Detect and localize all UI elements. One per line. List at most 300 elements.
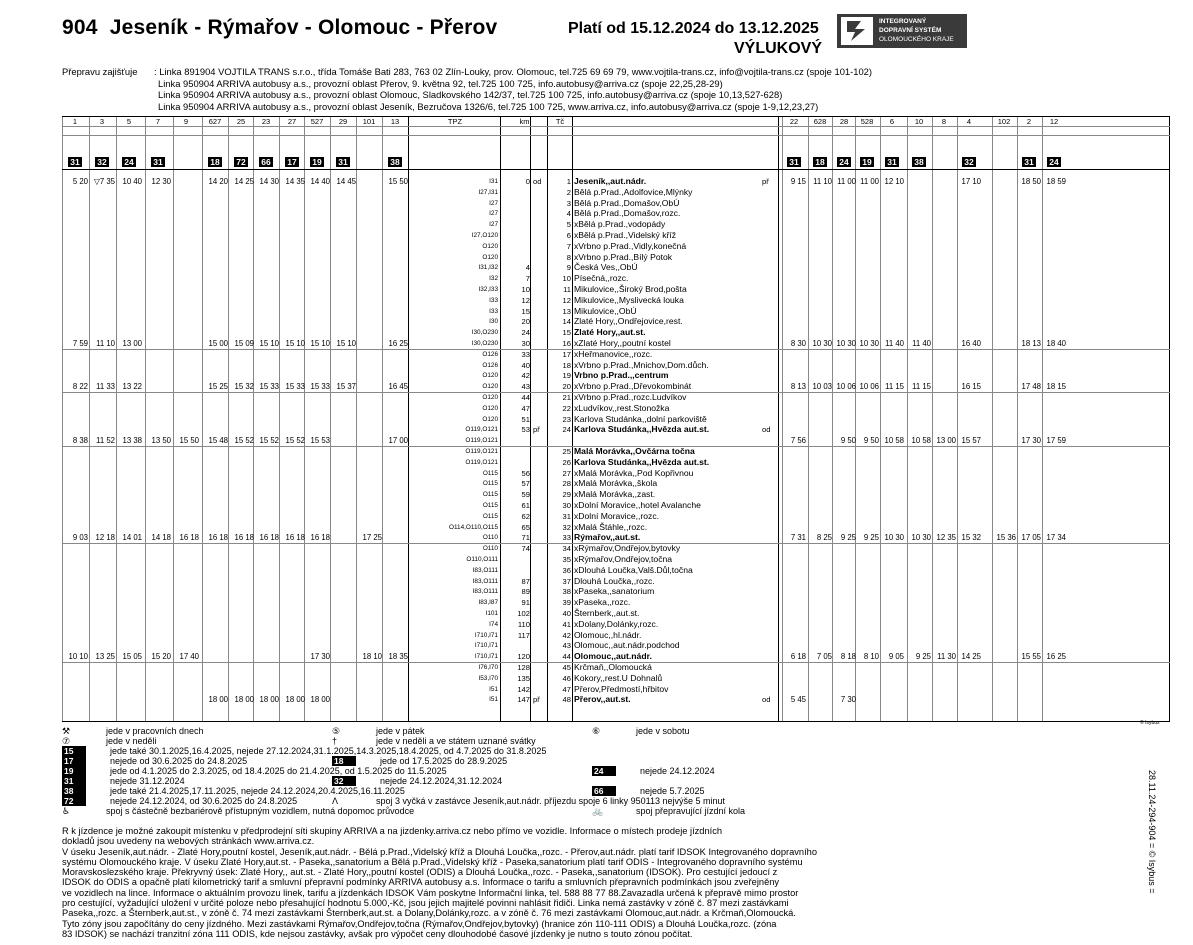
departure-time-left: 16 18 <box>259 533 279 543</box>
note-line: R k jízdence je možné zakoupit místenku v předprodejní síti skupiny ARRIVA a na jizdenky.arriva.cz nebo přímo ve vozidle. Informace o místech prodeje jízdních <box>62 826 723 836</box>
departure-time-right: 9 25 <box>915 652 931 662</box>
trip-badge-left <box>330 157 356 167</box>
departure-time-left: 14 25 <box>234 177 254 186</box>
stop-tariff-point: 7 <box>566 241 571 251</box>
departure-time-right: 11 00 <box>837 177 856 186</box>
route-name: Jeseník - Rýmařov - Olomouc - Přerov <box>109 16 498 39</box>
stop-tariff-point: 25 <box>562 447 571 456</box>
stop-zones: I101 <box>485 610 498 617</box>
trip-badge-right <box>832 157 856 167</box>
column-divider <box>880 117 881 721</box>
departure-time-right: 11 15 <box>912 382 931 392</box>
stop-zones: O120 <box>482 242 498 250</box>
legend-symbol: 24 <box>592 766 616 776</box>
header-divider <box>62 126 1170 127</box>
stop-name: xDolní Moravice,,hotel Avalanche <box>574 500 701 510</box>
stop-name: Krčmaň,,Olomoucká <box>574 662 652 672</box>
column-divider <box>382 117 383 721</box>
stop-zones: O115 <box>482 502 498 509</box>
column-divider <box>408 117 409 721</box>
legend-symbol: 38 <box>62 786 86 796</box>
departure-time-right: 10 58 <box>884 436 904 446</box>
stop-zones: I27 <box>489 210 498 218</box>
departure-time-left: 8 22 <box>72 382 88 392</box>
stop-zones: I27 <box>489 199 498 207</box>
legend-item <box>62 756 247 767</box>
departure-time-right: 10 30 <box>836 339 856 348</box>
stop-km: 43 <box>521 382 530 392</box>
legend-text: jede v sobotu <box>636 726 690 736</box>
trip-badge-left <box>202 157 228 167</box>
stop-name: Zlaté Hory,,aut.st. <box>574 327 646 338</box>
copyright: © Isybus <box>1140 720 1160 726</box>
stop-zones: O115 <box>482 491 498 499</box>
departure-time-right: 18 50 <box>1021 177 1041 186</box>
legend-item <box>332 726 425 737</box>
departure-time-right: 18 13 <box>1021 339 1041 348</box>
trip-badge-left <box>116 157 142 167</box>
stop-km: 128 <box>517 663 530 672</box>
departure-time-left: 18 00 <box>285 695 305 705</box>
stop-zones: O119,O121 <box>465 437 498 445</box>
departure-time-left: 15 33 <box>310 382 330 392</box>
trip-number-right: 6 <box>889 117 895 126</box>
column-divider <box>932 117 933 721</box>
legend-symbol: † <box>332 736 338 746</box>
column-divider <box>89 117 90 721</box>
departure-time-right: 16 25 <box>1046 652 1066 662</box>
stop-zones: O119,O121 <box>465 448 498 455</box>
operator-line: Linka 950904 ARRIVA autobusy a.s., provozní oblast Olomouc, Sladkovského 142/37, tel.725 100 725, info.autobusy@arriva.cz (spoje 10,13,527-628) <box>158 89 783 100</box>
stop-km: 135 <box>517 673 530 683</box>
stop-zones: I30 <box>489 318 498 326</box>
legend-symbol: Λ <box>332 796 339 806</box>
legend-symbol: ⚒ <box>62 726 71 736</box>
trip-badge-left <box>253 157 279 167</box>
departure-time-left: 15 52 <box>234 436 254 446</box>
trip-number-right: 628 <box>813 117 827 126</box>
stop-tariff-point: 31 <box>562 511 571 521</box>
stop-name: xHeřmanovice,,rozc. <box>574 348 653 359</box>
validity-period: Platí od 15.12.2024 do 13.12.2025 <box>568 20 819 37</box>
stop-tariff-point: 30 <box>562 501 571 510</box>
departure-time-right: 9 05 <box>888 652 904 662</box>
restriction-badge: 17 <box>287 157 297 167</box>
legend-text: nejede 5.7.2025 <box>640 786 705 796</box>
departure-time-left: 18 00 <box>259 695 279 705</box>
departure-time-left: 5 20 <box>72 177 88 186</box>
stop-km: 20 <box>521 317 530 327</box>
trip-number-left: 1 <box>72 117 78 126</box>
column-divider <box>62 117 63 721</box>
departure-time-left: 13 00 <box>122 339 142 348</box>
legend-item <box>332 756 507 767</box>
stop-name: Olomouc,,hl.nádr. <box>574 629 642 640</box>
legend-text: jede v neděli <box>106 736 157 746</box>
departure-time-right: 16 15 <box>961 382 981 392</box>
legend-symbol: ⑦ <box>62 736 71 746</box>
legend-item <box>592 766 715 777</box>
stop-name: xVrbno p.Prad.,Mnichov,Dom.důch. <box>574 359 709 370</box>
stop-tariff-point: 27 <box>562 468 571 478</box>
stop-name: xBělá p.Prad.,Videlský kříž <box>574 230 677 240</box>
stop-name: xMalá Morávka,,zast. <box>574 489 656 500</box>
departure-time-right: 12 10 <box>884 177 904 186</box>
stop-km: 71 <box>521 533 530 543</box>
departure-time-right: 18 15 <box>1046 382 1066 392</box>
stop-name: Šternberk,,aut.st. <box>574 608 640 618</box>
trip-number-left: 25 <box>236 117 246 126</box>
trip-number-left: 29 <box>338 117 348 126</box>
stop-zones: O120 <box>482 404 498 412</box>
column-divider <box>500 117 501 721</box>
stop-zones: I30,O230 <box>471 329 498 337</box>
stop-name: Česká Ves,,ObÚ <box>574 262 638 273</box>
restriction-badge: 31 <box>789 157 799 167</box>
stop-tariff-point: 14 <box>562 317 571 327</box>
departure-time-right: 11 30 <box>937 652 956 662</box>
column-divider <box>855 117 856 721</box>
stop-zones: I27 <box>489 221 498 229</box>
stop-zones: I33 <box>489 307 498 315</box>
operators-lines <box>154 66 872 112</box>
departure-time-left: 15 10 <box>285 339 305 348</box>
column-divider <box>116 117 117 721</box>
legend-text: jede v pátek <box>376 726 425 736</box>
trip-number-left: 23 <box>261 117 271 126</box>
stop-name: xVrbno p.Prad.,Vidly,konečná <box>574 240 687 251</box>
departure-time-left: 9 03 <box>72 533 88 543</box>
stop-tariff-point: 13 <box>562 306 571 316</box>
departure-time-right: 7 05 <box>816 652 832 662</box>
stop-tariff-point: 11 <box>563 285 571 294</box>
stop-zones: O126 <box>482 350 498 358</box>
stop-tariff-point: 18 <box>562 360 571 370</box>
departure-time-left: 17 00 <box>388 436 408 446</box>
stop-km: 44 <box>521 393 530 402</box>
stop-km: 30 <box>521 339 530 348</box>
stop-km: 15 <box>521 306 530 316</box>
stop-zones: I710,I71 <box>474 653 498 661</box>
notes <box>62 826 932 939</box>
legend-item <box>62 796 297 807</box>
departure-time-right: 5 45 <box>790 695 806 705</box>
ids-logo-mark-icon <box>841 17 873 45</box>
legend-item <box>62 726 204 737</box>
trip-badge-left <box>304 157 330 167</box>
stop-tariff-point: 26 <box>562 457 571 467</box>
note-line: ve vozidlech na lince. Informace o aktuálním provozu linek, tarifu a jízdenkách IDSOK Vám poskytne Informační linka, tel. 588 88 77 88.Zavazadla určená k přepravě mimo prostor <box>62 887 799 898</box>
legend-item <box>592 806 745 817</box>
restriction-badge: 18 <box>210 157 220 167</box>
departure-time-right: 10 03 <box>812 382 832 392</box>
stop-km: 147 <box>517 695 530 705</box>
section-divider <box>62 446 1170 447</box>
departure-time-left: 11 33 <box>96 382 115 392</box>
trip-badge-left <box>62 157 88 167</box>
departure-time-right: 10 30 <box>911 533 931 543</box>
stop-tariff-point: 42 <box>562 630 571 640</box>
stop-name: Přerov,Předmostí,hřbitov <box>574 683 669 694</box>
departure-time-left: 15 33 <box>259 382 279 392</box>
departure-time-left: ▽7 35 <box>93 177 115 186</box>
column-divider <box>547 117 548 721</box>
legend-text: jede v neděli a ve státem uznané svátky <box>376 736 536 746</box>
section-divider <box>62 543 1170 544</box>
trip-badge-right <box>1042 157 1066 167</box>
restriction-badge: 38 <box>390 157 400 167</box>
note-line: V úseku Jeseník,aut.nádr. - Zlaté Hory,poutní kostel, Jeseník,aut.nádr. - Bělá p.Prad.,Videlský kříž a Dlouhá Loučka,,rozc. - Přerov,aut.nádr. platí tarif IDSOK Integrovaného dopravního <box>62 846 817 857</box>
stop-zones: I83,O111 <box>472 588 498 596</box>
restriction-badge: 31 <box>887 157 897 167</box>
stop-name: xDolany,Dolánky,rozc. <box>574 618 659 629</box>
departure-time-left: 11 10 <box>96 339 115 348</box>
trip-number-left: 27 <box>287 117 297 126</box>
departure-time-left: 7 59 <box>72 339 88 348</box>
departure-time-left: 13 50 <box>151 436 171 446</box>
stop-km: 42 <box>521 371 530 381</box>
departure-time-right: 16 40 <box>961 339 981 348</box>
restriction-badge: 31 <box>1024 157 1034 167</box>
legend-item <box>62 786 405 797</box>
departure-time-right: 10 06 <box>859 382 879 392</box>
restriction-badge: 32 <box>964 157 974 167</box>
departure-time-left: 16 18 <box>179 533 199 543</box>
stop-km: 56 <box>521 468 530 478</box>
stop-zones: O126 <box>482 361 498 369</box>
departure-time-left: 13 25 <box>95 652 115 662</box>
stop-km: 0 <box>525 177 530 186</box>
restriction-badge: 24 <box>1049 157 1059 167</box>
stop-zones: O115 <box>482 512 498 520</box>
legend-symbol: ⑤ <box>332 726 341 736</box>
stop-km: 57 <box>521 479 530 489</box>
restriction-badge: 19 <box>862 157 872 167</box>
legend-text: nejede 24.12.2024,31.12.2024 <box>380 776 503 786</box>
departure-time-left: 14 30 <box>259 177 279 186</box>
departure-time-left: 14 01 <box>122 533 142 543</box>
departure-time-left: 11 52 <box>96 436 115 446</box>
departure-time-left: 16 25 <box>388 339 408 348</box>
departure-time-left: 8 38 <box>72 436 88 446</box>
legend-text: nejede 31.12.2024 <box>110 776 185 786</box>
legend-item <box>62 766 447 777</box>
departure-time-right: 15 32 <box>961 533 981 543</box>
legend-item <box>332 736 536 747</box>
trip-badge-left <box>89 157 115 167</box>
departure-time-left: 15 00 <box>208 339 228 348</box>
departure-time-left: 15 33 <box>285 382 305 392</box>
stop-km: 91 <box>521 598 530 608</box>
stop-km: 12 <box>521 295 530 305</box>
departure-time-left: 15 32 <box>234 382 254 392</box>
departure-time-right: 8 10 <box>863 652 879 662</box>
departure-time-right: 9 15 <box>790 177 806 186</box>
stop-zones: I74 <box>489 620 498 628</box>
stop-km: 110 <box>517 619 530 629</box>
departure-time-right: 18 40 <box>1046 339 1066 348</box>
trip-badge-right <box>808 157 832 167</box>
departure-time-right: 18 59 <box>1046 177 1066 186</box>
note-line: Moravskoslezského kraje. Překryvný úsek: Zlaté Hory,, aut.st. - Zlaté Hory,,poutní kostel (ODIS) a Dlouhá Loučka,,rozc. - Paseka,,sanatorium (IDSOK). Pro cestující jedoucí z <box>62 867 778 878</box>
stop-name: Bělá p.Prad.,Adolfovice,Mlýnky <box>574 186 693 197</box>
trip-number-right: 8 <box>941 117 947 126</box>
stop-tariff-point: 38 <box>562 587 571 597</box>
trip-number-right: 10 <box>914 117 924 126</box>
legend-symbol: ♿ <box>62 806 71 816</box>
variant-label: VÝLUKOVÝ <box>733 40 822 57</box>
trip-number-left: 7 <box>155 117 161 126</box>
stop-name: xBělá p.Prad.,vodopády <box>574 219 666 230</box>
stop-tariff-point: 21 <box>562 393 571 402</box>
stop-km: 120 <box>517 652 530 662</box>
stop-zones: O120 <box>482 372 498 380</box>
stop-tariff-point: 9 <box>566 263 571 273</box>
departure-time-right: 7 56 <box>790 436 806 446</box>
stop-tariff-point: 8 <box>566 252 571 262</box>
stop-name: Přerov,,aut.st. <box>574 694 631 705</box>
legend-item <box>62 736 157 747</box>
stop-km: 117 <box>517 630 530 640</box>
column-divider <box>145 117 146 721</box>
note-line: IDSOK do ODIS a opačně platí kilometrický tarif a smluvní přepravní podmínky ARRIVA autobusy a.s. Informace o tarifu a smluvních přepravních podmínkách jsou zveřejněny <box>62 877 780 888</box>
stop-km: 7 <box>525 274 530 284</box>
legend-symbol: 15 <box>62 746 86 756</box>
stop-name: Malá Morávka,,Ovčárna točna <box>574 446 695 456</box>
note-line: Tyto zóny jsou započítány do ceny jízdného. Mezi zastávkami Rýmařov,Ondřejov,točna (Rýmařov,Ondřejov,bytovky) (hranice zón 110-111 ODIS) a Dlouhá Loučka,rozc. (zóna <box>62 918 777 929</box>
stop-tariff-point: 39 <box>562 598 571 608</box>
column-divider <box>572 117 573 721</box>
trip-badge-left <box>228 157 254 167</box>
stop-zones: I76,I70 <box>478 664 498 671</box>
legend-text: nejede od 30.6.2025 do 24.8.2025 <box>110 756 248 766</box>
stop-zones: O120 <box>482 383 498 391</box>
stop-tariff-point: 12 <box>562 295 571 305</box>
trip-badge-left <box>279 157 305 167</box>
stop-name: Karlova Studánka,,Hvězda aut.st. <box>574 424 710 435</box>
stop-tariff-point: 41 <box>562 619 571 629</box>
legend <box>62 726 1122 816</box>
trip-number-left: 627 <box>208 117 222 126</box>
legend-text: jede v pracovních dnech <box>106 726 204 736</box>
legend-symbol: ⑥ <box>592 726 601 736</box>
km-header: km <box>519 117 530 126</box>
departure-time-left: 13 22 <box>122 382 142 392</box>
stop-name: Mikulovice,,ObÚ <box>574 305 637 316</box>
departure-time-left: 15 52 <box>285 436 305 446</box>
departure-time-right: 7 30 <box>840 695 856 705</box>
legend-text: spoj přepravující jízdní kola <box>636 806 746 816</box>
restriction-badge: 32 <box>97 157 107 167</box>
departure-time-right: 11 15 <box>885 382 904 392</box>
stop-name: Bělá p.Prad.,Domašov,ObÚ <box>574 197 680 208</box>
departure-time-left: 14 40 <box>310 177 330 186</box>
stop-zones: I710,I71 <box>474 642 498 650</box>
departure-time-right: 17 59 <box>1046 436 1066 446</box>
stop-zones: I51 <box>489 696 498 704</box>
line-number: 904 <box>62 16 98 39</box>
stop-tariff-point: 5 <box>566 220 571 230</box>
legend-item <box>62 746 546 757</box>
arrival-departure-mark: od <box>762 425 771 435</box>
departure-time-right: 11 10 <box>813 177 832 186</box>
stop-zones: I27,I31 <box>478 188 498 196</box>
tc-header: Tč <box>555 117 565 126</box>
stop-km: 62 <box>521 511 530 521</box>
stop-name: xDolní Moravice,,rozc. <box>574 510 660 521</box>
trip-number-right: 12 <box>1049 117 1059 126</box>
stop-name: xVrbno p.Prad.,Dřevokombinát <box>574 381 692 392</box>
stop-km: 61 <box>521 501 530 510</box>
departure-time-right: 17 30 <box>1021 436 1041 446</box>
side-code: 28.11.24-294-904 = © Isybus = <box>1147 770 1157 894</box>
note-line: 83 IDSOK) se nachází tranzitní zóna 111 ODIS, kde nejsou zastávky, avšak pro výpočet ceny dlouhodobé časové jízdenky je nutno s touto zónou počítat. <box>62 928 693 939</box>
stop-zones: O120 <box>482 415 498 423</box>
trip-badge-right <box>782 157 806 167</box>
departure-time-right: 15 36 <box>996 533 1016 543</box>
restriction-badge: 24 <box>124 157 134 167</box>
operator-line: : Linka 891904 VOJTILA TRANS s.r.o., třída Tomáše Bati 283, 763 02 Zlín-Louky, prov. Olomouc, tel.725 69 69 79, www.vojtila-trans.cz, info@vojtila-trans.cz (spoje 101-102) <box>154 66 873 77</box>
legend-text: jede od 4.1.2025 do 2.3.2025, od 18.4.2025 do 21.4.2025, od 1.5.2025 do 11.5.2025 <box>110 766 447 776</box>
departure-time-left: 15 09 <box>234 339 254 348</box>
stop-zones: O115 <box>482 480 498 488</box>
stop-zones: O114,O110,O115 <box>448 523 498 531</box>
stop-zones: I83,I87 <box>478 599 498 607</box>
departure-time-left: 14 20 <box>208 177 228 186</box>
arrival-departure-mark: př <box>533 425 540 435</box>
legend-item <box>62 776 185 787</box>
stop-tariff-point: 16 <box>562 339 571 348</box>
stop-km: 10 <box>521 285 530 294</box>
departure-time-right: 10 58 <box>911 436 931 446</box>
stop-zones: O110,O111 <box>466 556 498 563</box>
departure-time-right: 11 40 <box>885 339 904 348</box>
restriction-badge: 31 <box>338 157 348 167</box>
operator-line: Linka 950904 ARRIVA autobusy a.s., provozní oblast Přerov, 9. května 92, tel.725 100 725, info.autobusy@arriva.cz (spoje 22,25,28-29) <box>158 77 723 89</box>
stop-tariff-point: 45 <box>562 663 571 672</box>
legend-text: jede také 21.4.2025,17.11.2025, nejede 24.12.2024,20.4.2025,16.11.2025 <box>110 786 405 796</box>
stop-tariff-point: 3 <box>566 198 571 208</box>
stop-name: xPaseka,,sanatorium <box>574 586 655 597</box>
departure-time-left: 15 05 <box>122 652 142 662</box>
departure-time-left: 18 35 <box>388 652 408 662</box>
stop-km: 33 <box>521 349 530 359</box>
stop-tariff-point: 6 <box>566 231 571 240</box>
trip-number-right: 528 <box>860 117 874 126</box>
stop-tariff-point: 37 <box>562 576 571 586</box>
departure-time-right: 15 55 <box>1021 652 1041 662</box>
stop-tariff-point: 36 <box>562 565 571 575</box>
stop-zones: I33 <box>489 296 498 304</box>
restriction-badge: 72 <box>236 157 246 167</box>
stop-zones: O120 <box>482 394 498 401</box>
column-divider <box>330 117 331 721</box>
legend-item <box>592 786 705 797</box>
departure-time-right: 9 50 <box>863 436 879 446</box>
column-divider <box>907 117 908 721</box>
departure-time-left: 16 18 <box>285 533 305 543</box>
stop-name: xMalá Morávka,,škola <box>574 478 658 489</box>
departure-time-right: 15 57 <box>961 436 981 446</box>
departure-time-left: 15 10 <box>336 339 356 348</box>
stop-zones: I51 <box>489 685 498 693</box>
column-divider <box>279 117 280 721</box>
timetable-header <box>62 10 1162 60</box>
departure-time-right: 8 13 <box>790 382 806 392</box>
departure-time-left: 16 45 <box>388 382 408 392</box>
column-divider <box>832 117 833 721</box>
stop-zones: O119,O121 <box>465 426 498 434</box>
